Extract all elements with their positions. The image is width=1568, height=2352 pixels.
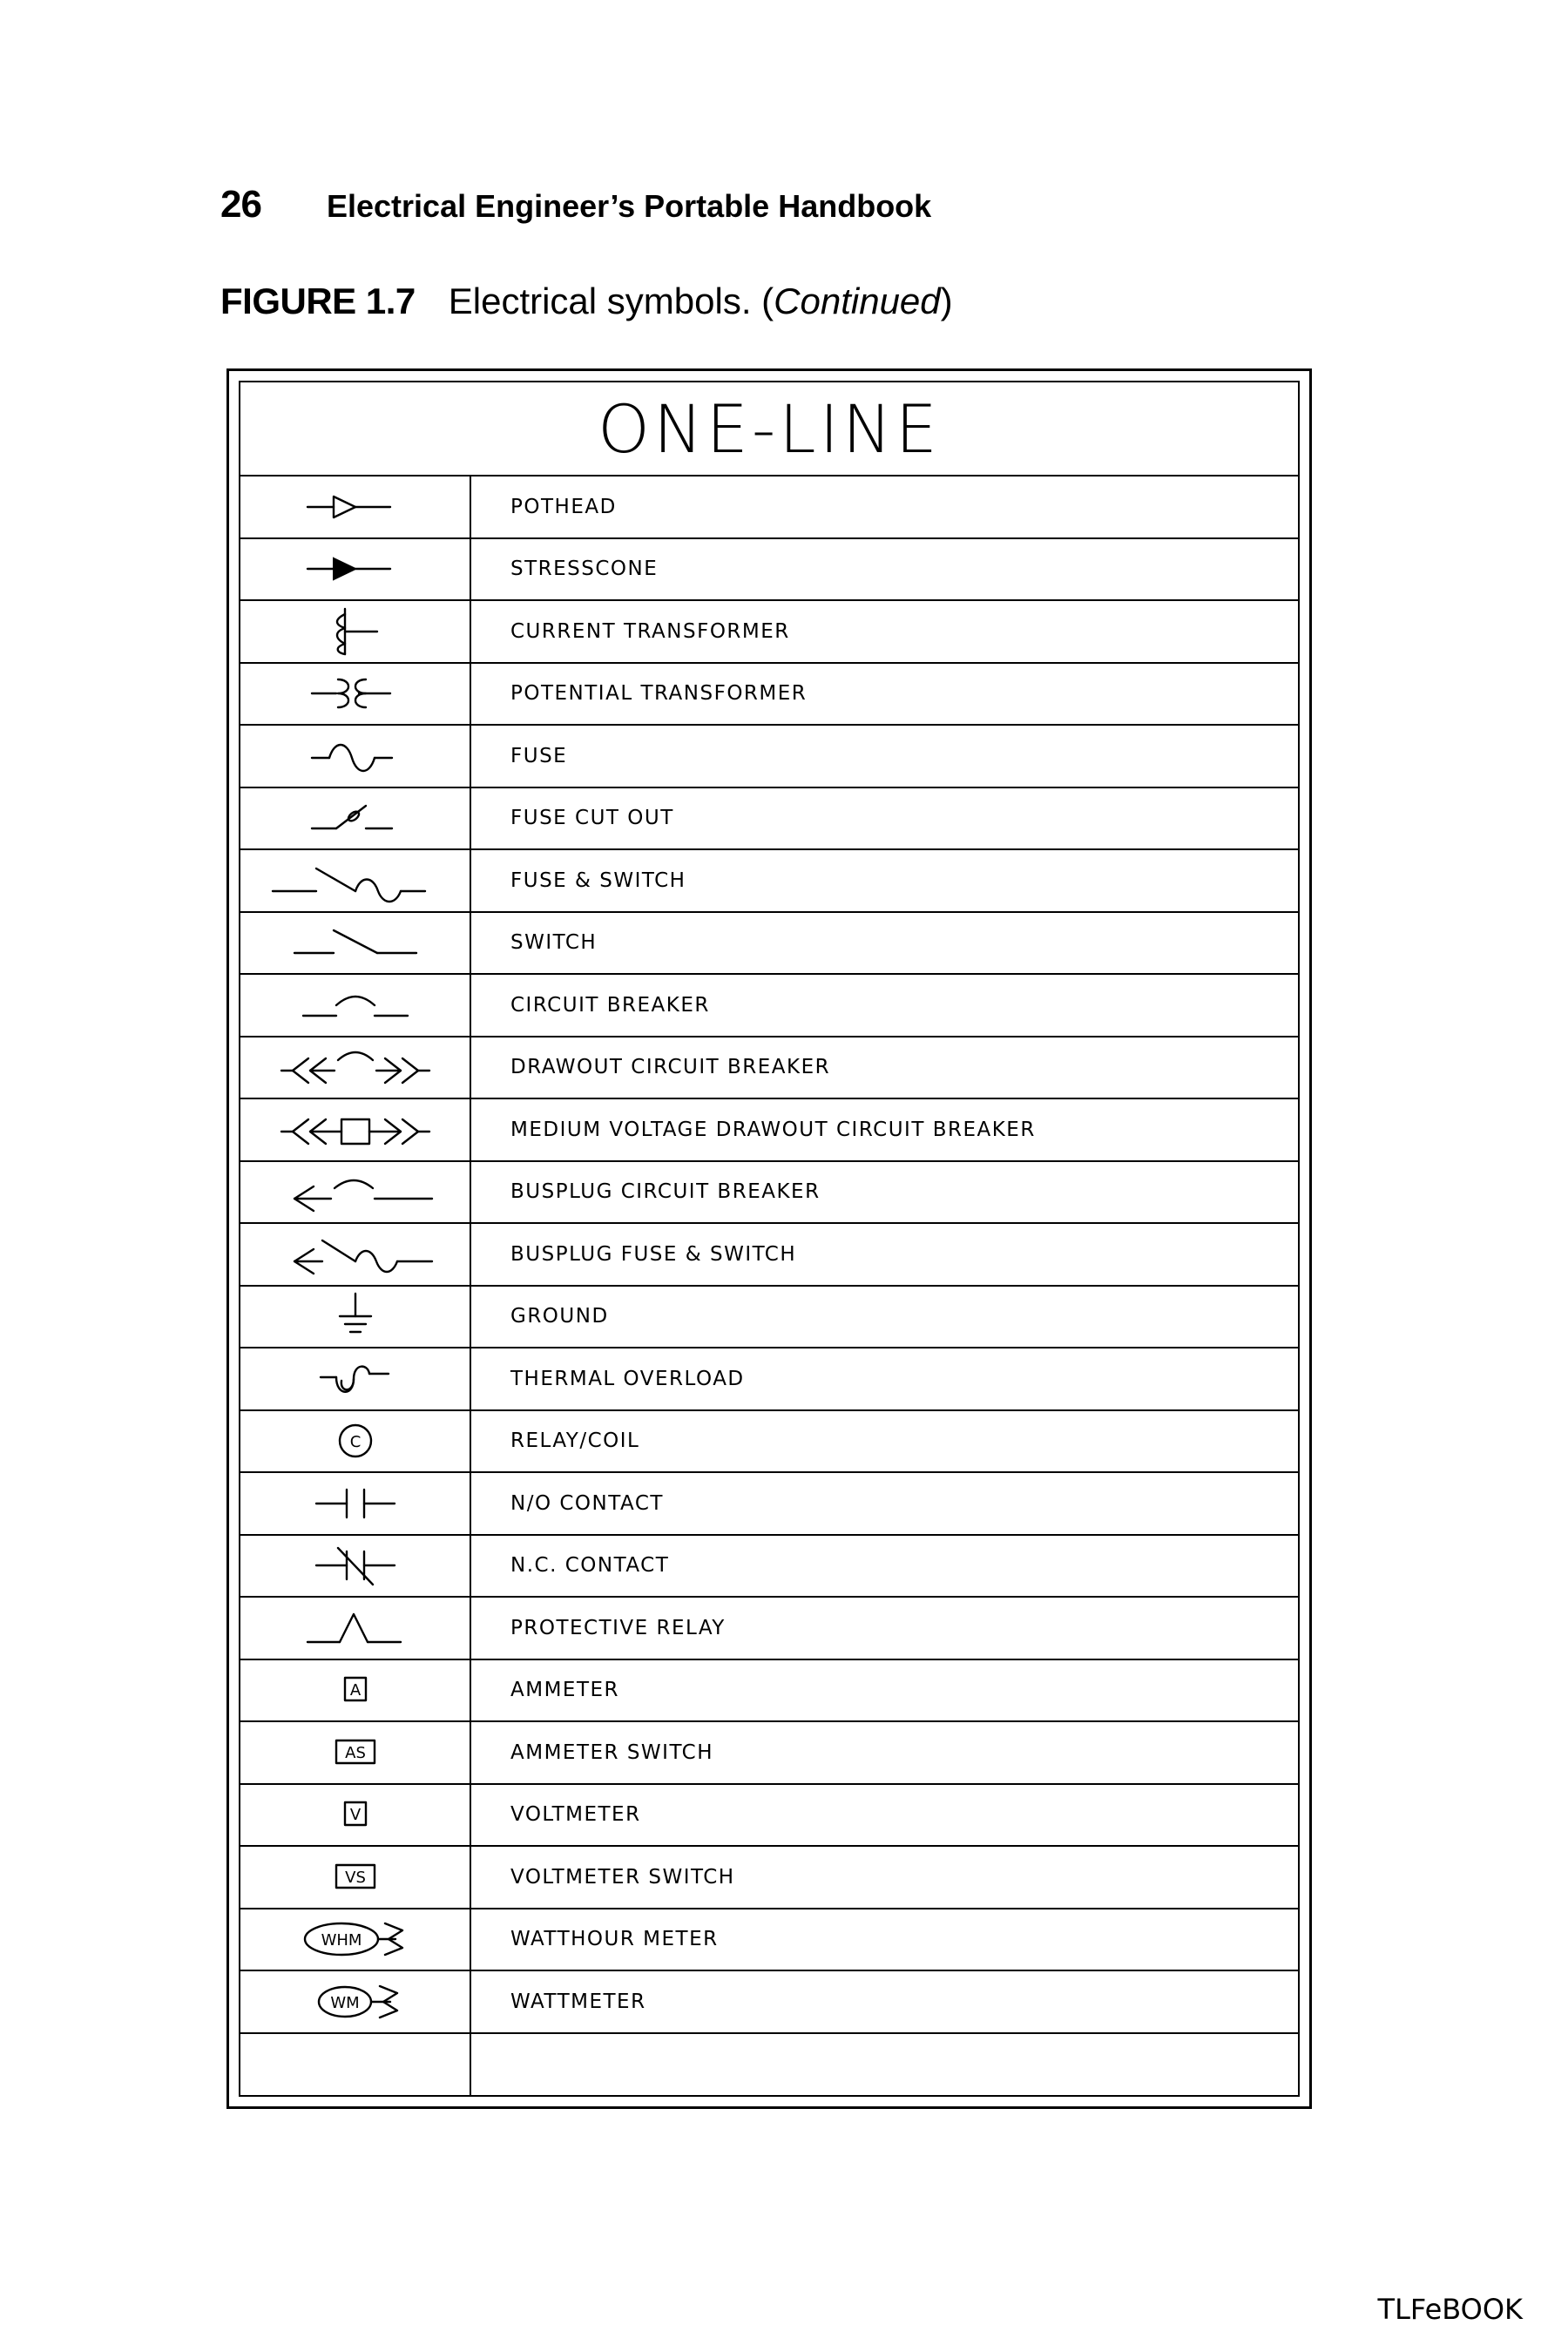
symbol-text: AS [344,1743,366,1762]
watthour-meter-icon [240,1909,470,1970]
symbol-label: N/O CONTACT [510,1491,664,1515]
symbol-label: VOLTMETER [510,1803,641,1827]
symbol-row-fuse [240,726,1298,788]
potential-transformer-icon [240,664,470,725]
figure-caption: FIGURE 1.7 Electrical symbols. (Continued) [220,280,953,321]
mv-drawout-circuit-breaker-icon [240,1099,470,1160]
no-contact-icon [240,1473,470,1534]
symbol-row-n-c-contact [240,1536,1298,1598]
empty-row [240,2034,1298,2097]
symbol-label: N.C. CONTACT [510,1554,670,1578]
thermal-overload-icon [240,1348,470,1409]
watermark: TLFeBOOK [1377,2293,1523,2326]
fuse-icon [240,726,470,787]
symbol-label: FUSE [510,744,568,767]
symbol-text: WHM [321,1931,362,1950]
symbol-row-fuse-cut-out [240,788,1298,851]
symbol-label: BUSPLUG CIRCUIT BREAKER [510,1180,821,1204]
symbol-text: A [349,1681,361,1700]
symbol-row-fuse-switch [240,850,1298,913]
symbol-label: SWITCH [510,931,598,955]
voltmeter-switch-icon [240,1847,470,1908]
symbol-row-relay-coil [240,1411,1298,1474]
symbol-row-busplug-circuit-breaker [240,1162,1298,1225]
fuse-cut-out-icon [240,788,470,849]
symbol-row-current-transformer [240,601,1298,664]
symbol-row-ammeter [240,1660,1298,1723]
symbol-label: WATTMETER [510,1990,646,2013]
protective-relay-icon [240,1598,470,1659]
switch-icon [240,913,470,974]
symbol-label: CURRENT TRANSFORMER [510,619,790,643]
busplug-circuit-breaker-icon [240,1162,470,1223]
symbol-label: THERMAL OVERLOAD [510,1367,745,1390]
symbol-row-watthour-meter [240,1909,1298,1972]
symbol-label: FUSE & SWITCH [510,868,686,892]
drawout-circuit-breaker-icon [240,1037,470,1098]
fuse-switch-icon [240,850,470,911]
symbol-row-n-o-contact [240,1473,1298,1536]
symbol-rows [240,476,1298,2096]
symbol-label: VOLTMETER SWITCH [510,1865,735,1889]
symbol-label: POTENTIAL TRANSFORMER [510,682,808,706]
symbol-row-thermal-overload [240,1348,1298,1411]
symbol-label: AMMETER [510,1679,620,1702]
figure-continued: Continued [774,280,941,321]
symbol-row-ammeter-switch [240,1722,1298,1785]
page-number: 26 [220,183,261,226]
symbol-row-drawout-circuit-breaker [240,1037,1298,1100]
ground-icon [240,1287,470,1348]
wattmeter-icon [240,1971,470,2032]
symbol-label: FUSE CUT OUT [510,807,674,830]
symbol-label: AMMETER SWITCH [510,1740,714,1764]
symbol-label: WATTHOUR METER [510,1928,719,1951]
symbol-table [239,381,1300,2097]
symbol-label: DRAWOUT CIRCUIT BREAKER [510,1056,831,1079]
symbol-row-circuit-breaker [240,975,1298,1037]
figure-label: FIGURE 1.7 [220,280,416,321]
book-title: Electrical Engineer’s Portable Handbook [327,188,932,224]
voltmeter-icon [240,1785,470,1846]
symbol-row-wattmeter [240,1971,1298,2034]
busplug-fuse-switch-icon [240,1224,470,1285]
symbol-label: CIRCUIT BREAKER [510,993,710,1017]
relay-coil-icon [240,1411,470,1472]
symbol-label: BUSPLUG FUSE & SWITCH [510,1242,797,1266]
symbol-row-ground [240,1287,1298,1349]
symbol-label: GROUND [510,1305,609,1328]
symbol-label: POTHEAD [510,495,617,518]
symbol-label: PROTECTIVE RELAY [510,1616,726,1639]
symbol-row-potential-transformer [240,664,1298,727]
current-transformer-icon [240,601,470,662]
symbol-label: STRESSCONE [510,558,659,581]
figure-title: Electrical symbols. [448,280,752,321]
symbol-label: MEDIUM VOLTAGE DRAWOUT CIRCUIT BREAKER [510,1118,1036,1141]
symbol-row-voltmeter [240,1785,1298,1848]
symbol-row-busplug-fuse-switch [240,1224,1298,1287]
page-header [220,183,931,235]
symbol-row-pothead [240,476,1298,539]
symbol-row-switch [240,913,1298,976]
symbol-row-medium-voltage-drawout-circuit-breaker [240,1099,1298,1162]
symbol-text: V [349,1806,361,1825]
symbol-text: VS [344,1868,366,1887]
symbol-label: RELAY/COIL [510,1429,640,1453]
ammeter-switch-icon [240,1722,470,1783]
nc-contact-icon [240,1536,470,1597]
symbol-text: C [349,1433,361,1452]
circuit-breaker-icon [240,975,470,1036]
table-title: ONE-LINE [240,382,1298,476]
symbol-text: WM [329,1993,360,2012]
pothead-icon [240,476,470,537]
symbol-row-voltmeter-switch [240,1847,1298,1909]
symbol-row-stresscone [240,539,1298,602]
stresscone-icon [240,539,470,600]
ammeter-icon [240,1660,470,1721]
symbol-row-protective-relay [240,1598,1298,1660]
